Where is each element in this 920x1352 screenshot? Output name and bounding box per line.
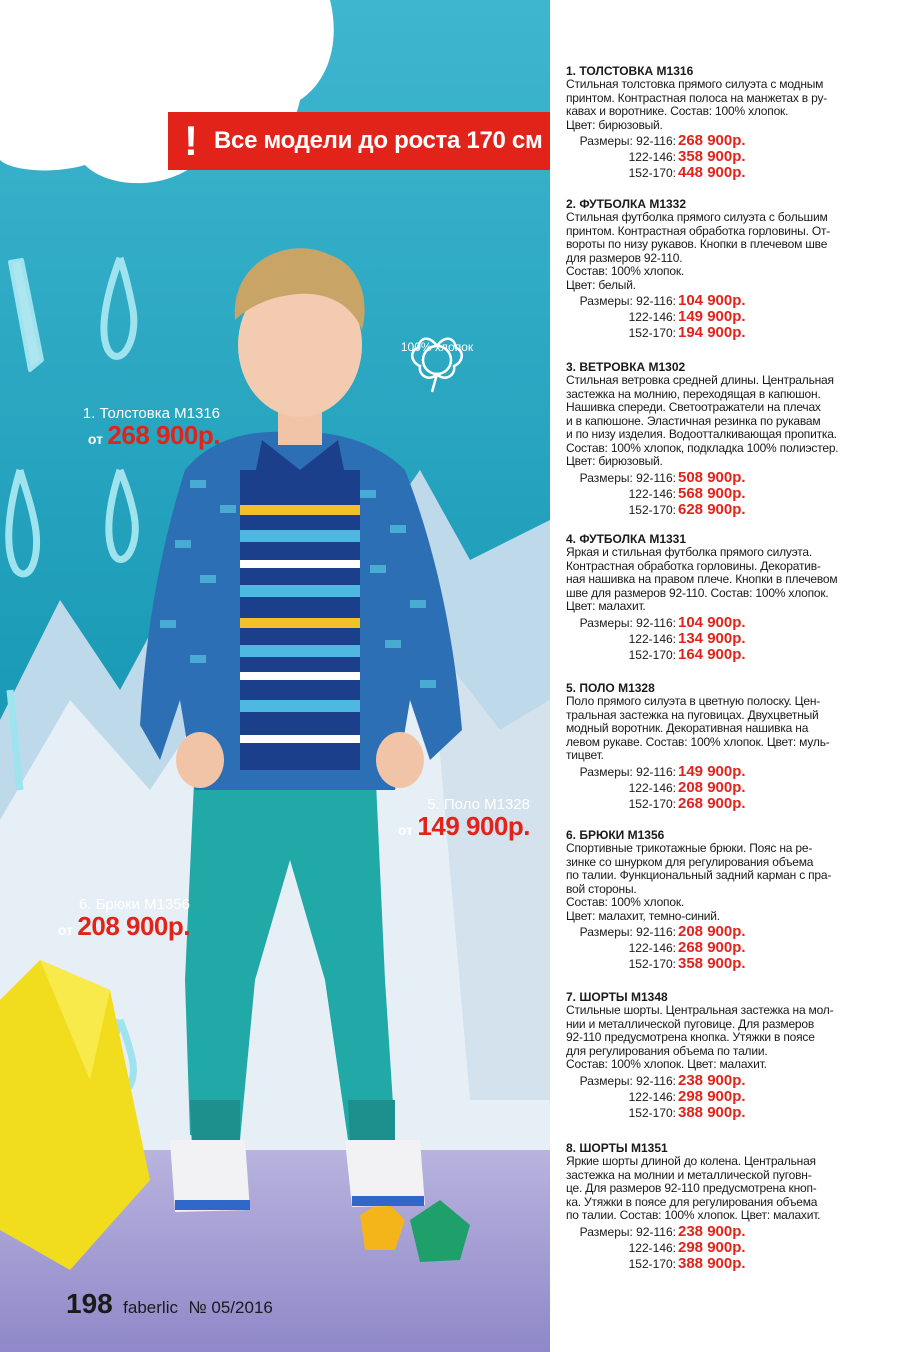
price-tag-name: 1. Толстовка М1316 — [82, 405, 220, 422]
product-description — [566, 374, 862, 469]
description-line: для размеров 92-110. — [566, 250, 683, 265]
description-line: и в капюшоне. Эластичная резинка по рукавам — [566, 413, 821, 428]
size-price: 298 900р. — [678, 1238, 746, 1256]
size-label: Размеры: 92-116: — [579, 1224, 676, 1239]
description-line: Нашивка спереди. Светоотражатели на плечах — [566, 400, 821, 414]
size-price: 268 900р. — [678, 939, 746, 956]
price-tag-pants — [40, 896, 190, 939]
size-price-row — [566, 292, 862, 308]
description-line: Поло прямого силуэта в цветную полоску. Цен- — [566, 694, 821, 708]
size-price-row — [566, 1088, 862, 1104]
size-price-row — [566, 1255, 862, 1271]
size-label: 122-146: — [628, 631, 676, 646]
size-price-row — [566, 646, 862, 662]
size-label: Размеры: 92-116: — [579, 925, 676, 939]
product-entry — [566, 532, 862, 662]
size-price-list — [566, 1223, 862, 1271]
description-line: ка. Утяжки в поясе для регулирования объема — [566, 1194, 818, 1209]
size-label: 152-170: — [628, 1105, 676, 1120]
product-entry — [566, 681, 862, 811]
size-label: 122-146: — [628, 310, 676, 324]
size-label: Размеры: 92-116: — [579, 134, 676, 148]
size-label: 152-170: — [628, 166, 676, 180]
cotton-badge — [392, 340, 482, 354]
size-price-row — [566, 324, 862, 340]
price-tag-price: 149 900р. — [417, 811, 530, 841]
size-price-list — [566, 132, 862, 180]
description-line: Цвет: малахит, темно-синий. — [566, 908, 720, 923]
description-line: 92-110 предусмотрена кнопка. Утяжки в поясе — [566, 1030, 815, 1044]
description-line: Яркие шорты длиной до колена. Центральная — [566, 1154, 816, 1168]
price-tag-polo — [370, 796, 530, 839]
product-entry — [566, 64, 862, 180]
size-price-list — [566, 923, 862, 971]
size-price: 104 900р. — [678, 613, 746, 631]
height-banner — [168, 112, 550, 170]
product-entry — [566, 828, 862, 971]
size-label: 152-170: — [628, 647, 676, 662]
description-line: вой стороны. — [566, 881, 637, 896]
description-line: Яркая и стильная футболка прямого силуэта. — [566, 545, 813, 559]
price-tag-name: 6. Брюки М1356 — [78, 896, 190, 913]
description-line: левом рукаве. Состав: 100% хлопок. Цвет: муль- — [566, 734, 830, 749]
description-line: модный воротник. Декоративная нашивка на — [566, 721, 809, 735]
description-line: ная нашивка на правом плече. Кнопки в плечевом — [566, 572, 838, 586]
size-price-list — [566, 469, 862, 517]
size-price: 298 900р. — [678, 1087, 746, 1105]
description-line: Стильная толстовка прямого силуэта с модным — [566, 77, 824, 91]
size-label: 122-146: — [628, 1089, 676, 1104]
price-tag-price: 208 900р. — [77, 911, 190, 941]
size-label: Размеры: 92-116: — [579, 615, 676, 630]
description-line: вороты по низу рукавов. Кнопки в плечевом шве — [566, 237, 828, 251]
size-price: 388 900р. — [678, 1103, 746, 1121]
size-price-row — [566, 779, 862, 795]
size-price-row — [566, 1239, 862, 1255]
size-price: 268 900р. — [678, 132, 746, 149]
page-footer — [66, 1288, 273, 1320]
description-line: для регулирования объема по талии. — [566, 1043, 768, 1058]
size-price-row — [566, 614, 862, 630]
banner-text: Все модели до роста 170 см — [214, 127, 543, 154]
size-price-row — [566, 501, 862, 517]
product-title: 3. ВЕТРОВКА М1302 — [566, 360, 686, 374]
description-line: нии и металлической пуговице. Для размеров — [566, 1016, 815, 1031]
description-line: Состав: 100% хлопок, подкладка 100% полиэстер. — [566, 440, 839, 455]
description-line: Спортивные трикотажные брюки. Пояс на ре- — [566, 841, 813, 855]
product-description — [566, 546, 862, 614]
description-line: застежка на молнии и металлической пуговн- — [566, 1167, 812, 1182]
size-price-row — [566, 955, 862, 971]
product-entry — [566, 990, 862, 1120]
description-line: принтом. Контрастная полоса на манжетах в ру- — [566, 90, 828, 105]
price-tag-prefix: от — [87, 431, 103, 447]
price-tag-prefix: от — [57, 922, 73, 938]
product-title: 7. ШОРТЫ М1348 — [566, 990, 668, 1004]
size-label: 152-170: — [628, 957, 676, 971]
description-line: Состав: 100% хлопок. — [566, 895, 685, 909]
size-price: 194 900р. — [678, 324, 746, 341]
description-line: тицвет. — [566, 748, 604, 762]
size-price: 238 900р. — [678, 1222, 746, 1240]
brand-name: faberlic — [123, 1298, 178, 1317]
product-title: 4. ФУТБОЛКА М1331 — [566, 532, 687, 546]
product-description — [566, 695, 862, 763]
description-line: Состав: 100% хлопок. — [566, 264, 685, 278]
size-price-row — [566, 485, 862, 501]
product-description — [566, 1155, 862, 1223]
size-label: 122-146: — [628, 486, 676, 501]
description-line: Состав: 100% хлопок. Цвет: малахит. — [566, 1057, 767, 1071]
size-price: 164 900р. — [678, 645, 746, 663]
size-price: 358 900р. — [678, 148, 746, 165]
size-price: 208 900р. — [678, 778, 746, 796]
product-title: 2. ФУТБОЛКА М1332 — [566, 197, 687, 211]
product-title: 1. ТОЛСТОВКА М1316 — [566, 64, 694, 78]
size-price: 358 900р. — [678, 955, 746, 972]
issue-number: № 05/2016 — [188, 1298, 273, 1317]
price-tag-sweatshirt — [70, 405, 220, 448]
size-label: Размеры: 92-116: — [579, 470, 676, 485]
product-entry — [566, 1141, 862, 1271]
size-price-row — [566, 763, 862, 779]
size-price-row — [566, 795, 862, 811]
description-line: кавах и воротнике. Состав: 100% хлопок. — [566, 104, 789, 118]
size-price: 628 900р. — [678, 500, 746, 518]
price-tag-name: 5. Поло М1328 — [427, 796, 530, 813]
cotton-badge-label: 100% хлопок — [400, 340, 474, 354]
size-price: 134 900р. — [678, 629, 746, 647]
size-label: 122-146: — [628, 1240, 676, 1255]
size-label: 122-146: — [628, 150, 676, 164]
size-price: 208 900р. — [678, 923, 746, 940]
description-line: тральная застежка на пуговицах. Двухцветный — [566, 707, 819, 722]
description-line: по талии. Функциональный задний карман с пра- — [566, 868, 832, 882]
size-label: 152-170: — [628, 326, 676, 340]
size-label: 152-170: — [628, 502, 676, 517]
product-description — [566, 842, 862, 923]
description-line: застежка на молнию, переходящая в капюшон. — [566, 386, 821, 401]
size-price: 238 900р. — [678, 1071, 746, 1089]
size-price-row — [566, 1104, 862, 1120]
size-price-list — [566, 614, 862, 662]
size-label: Размеры: 92-116: — [579, 1073, 676, 1088]
description-line: принтом. Контрастная обработка горловины. От- — [566, 223, 831, 238]
description-line: шве для размеров 92-110. Состав: 100% хлопок. — [566, 585, 829, 600]
description-line: Стильная футболка прямого силуэта с большим — [566, 210, 828, 224]
size-price: 448 900р. — [678, 164, 746, 181]
size-price: 149 900р. — [678, 308, 746, 325]
size-price: 508 900р. — [678, 468, 746, 486]
size-label: Размеры: 92-116: — [579, 294, 676, 308]
description-line: Цвет: малахит. — [566, 599, 646, 613]
product-title: 8. ШОРТЫ М1351 — [566, 1141, 668, 1155]
description-line: по талии. Состав: 100% хлопок. Цвет: малахит. — [566, 1208, 821, 1222]
size-price-row — [566, 148, 862, 164]
size-label: 122-146: — [628, 941, 676, 955]
size-price-list — [566, 292, 862, 340]
size-price-row — [566, 939, 862, 955]
description-line: це. Для размеров 92-110 предусмотрена кноп- — [566, 1181, 817, 1195]
size-price: 104 900р. — [678, 292, 746, 309]
product-entry — [566, 360, 862, 517]
size-price-row — [566, 1223, 862, 1239]
price-tag-prefix: от — [397, 822, 413, 838]
product-description — [566, 211, 862, 292]
size-label: 122-146: — [628, 780, 676, 795]
size-price: 568 900р. — [678, 484, 746, 502]
description-line: Контрастная обработка горловины. Декоратив- — [566, 558, 821, 573]
size-price-row — [566, 132, 862, 148]
product-title: 5. ПОЛО М1328 — [566, 681, 655, 695]
description-line: и по низу изделия. Водоотталкивающая пропитка. — [566, 427, 837, 441]
description-line: Цвет: белый. — [566, 277, 636, 292]
size-price-list — [566, 763, 862, 811]
size-price-row — [566, 1072, 862, 1088]
description-line: Стильная ветровка средней длины. Центральная — [566, 373, 834, 387]
product-description — [566, 1004, 862, 1072]
size-label: 152-170: — [628, 796, 676, 811]
size-label: 152-170: — [628, 1256, 676, 1271]
size-label: Размеры: 92-116: — [579, 764, 676, 779]
product-entry — [566, 197, 862, 340]
size-price-row — [566, 630, 862, 646]
size-price: 388 900р. — [678, 1254, 746, 1272]
description-line: Цвет: бирюзовый. — [566, 454, 663, 468]
size-price-row — [566, 923, 862, 939]
price-tag-price: 268 900р. — [107, 420, 220, 450]
size-price-row — [566, 308, 862, 324]
size-price-list — [566, 1072, 862, 1120]
exclamation-icon: ! — [184, 117, 198, 164]
size-price-row — [566, 164, 862, 180]
size-price: 149 900р. — [678, 762, 746, 780]
description-line: Стильные шорты. Центральная застежка на мол- — [566, 1003, 834, 1017]
page-number: 198 — [66, 1288, 113, 1319]
size-price: 268 900р. — [678, 794, 746, 812]
product-title: 6. БРЮКИ М1356 — [566, 828, 665, 842]
description-line: Цвет: бирюзовый. — [566, 117, 663, 132]
product-description — [566, 78, 862, 132]
description-line: зинке со шнурком для регулирования объема — [566, 854, 814, 869]
size-price-row — [566, 469, 862, 485]
